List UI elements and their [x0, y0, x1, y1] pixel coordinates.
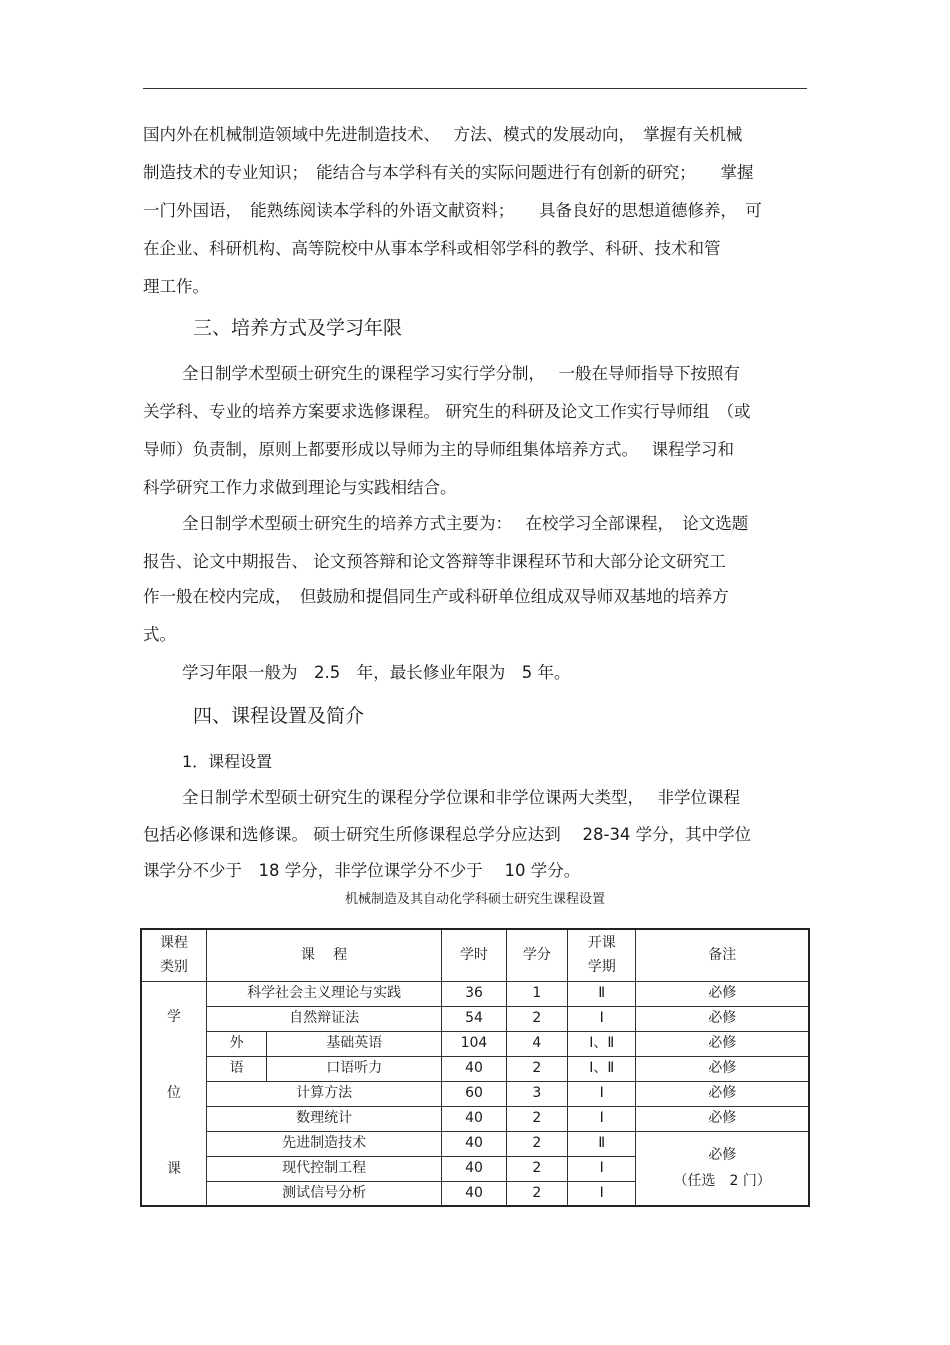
course-hours: 40	[442, 1131, 506, 1156]
course-credits: 2	[506, 1131, 567, 1156]
note-text: （任选 2 门）	[673, 1173, 771, 1190]
course-hours: 40	[442, 1181, 506, 1206]
header-notes: 备注	[636, 929, 809, 981]
category-char: 学	[166, 1009, 181, 1026]
course-hours: 40	[442, 1106, 506, 1131]
table-row	[141, 1081, 809, 1106]
body-line: 关学科、专业的培养方案要求选修课程。 研究生的科研及论文工作实行导师组 （或	[143, 402, 751, 421]
table-row	[141, 1056, 809, 1081]
course-name: 口语听力	[267, 1056, 442, 1081]
course-hours: 54	[442, 1006, 506, 1031]
course-term: Ⅰ	[568, 1181, 636, 1206]
table-row	[141, 1031, 809, 1056]
course-note: 必修	[636, 1081, 809, 1106]
course-name: 数理统计	[206, 1106, 441, 1131]
header-term	[568, 929, 636, 981]
course-hours: 60	[442, 1081, 506, 1106]
course-term: Ⅰ	[568, 1106, 636, 1131]
body-line: 作一般在校内完成， 但鼓励和提倡同生产或科研单位组成双导师双基地的培养方	[143, 587, 729, 606]
course-name: 计算方法	[206, 1081, 441, 1106]
table-row	[141, 1131, 809, 1156]
course-term: Ⅰ、Ⅱ	[568, 1056, 636, 1081]
subsection-heading: 1．课程设置	[182, 752, 273, 771]
course-credits: 2	[506, 1181, 567, 1206]
course-term: Ⅱ	[568, 981, 636, 1006]
body-line: 全日制学术型硕士研究生的课程分学位课和非学位课两大类型， 非学位课程	[182, 788, 740, 807]
header-category	[141, 929, 206, 981]
section-heading: 四、课程设置及简介	[193, 705, 365, 727]
foreign-lang-cell: 外	[206, 1031, 266, 1056]
course-credits: 3	[506, 1081, 567, 1106]
note-text: 必修	[708, 1147, 737, 1164]
course-hours: 36	[442, 981, 506, 1006]
course-term: Ⅰ	[568, 1006, 636, 1031]
header-credits: 学分	[506, 929, 567, 981]
course-hours: 40	[442, 1056, 506, 1081]
course-note: 必修	[636, 981, 809, 1006]
header-text: 学期	[587, 959, 616, 976]
body-line: 在企业、科研机构、高等院校中从事本学科或相邻学科的教学、科研、技术和管	[143, 239, 721, 258]
course-credits: 1	[506, 981, 567, 1006]
header-text: 开课	[587, 935, 616, 952]
course-name: 先进制造技术	[206, 1131, 441, 1156]
course-credits: 2	[506, 1156, 567, 1181]
course-term: Ⅰ、Ⅱ	[568, 1031, 636, 1056]
course-name: 科学社会主义理论与实践	[206, 981, 441, 1006]
category-char: 位	[166, 1085, 181, 1102]
foreign-lang-cell: 语	[206, 1056, 266, 1081]
header-rule	[143, 88, 807, 89]
section-heading: 三、培养方式及学习年限	[193, 317, 403, 339]
course-note: 必修	[636, 1006, 809, 1031]
body-line: 全日制学术型硕士研究生的课程学习实行学分制， 一般在导师指导下按照有	[182, 364, 740, 383]
course-credits: 2	[506, 1006, 567, 1031]
table-caption: 机械制造及其自动化学科硕士研究生课程设置	[344, 892, 605, 907]
body-line: 导师）负责制，原则上都要形成以导师为主的导师组集体培养方式。 课程学习和	[143, 440, 734, 459]
body-line: 制造技术的专业知识； 能结合与本学科有关的实际问题进行有创新的研究； 掌握	[143, 163, 754, 182]
course-term: Ⅰ	[568, 1156, 636, 1181]
course-hours: 40	[442, 1156, 506, 1181]
merged-note-cell	[636, 1131, 809, 1206]
body-line: 全日制学术型硕士研究生的培养方式主要为： 在校学习全部课程， 论文选题	[182, 514, 749, 533]
course-hours: 104	[442, 1031, 506, 1056]
course-note: 必修	[636, 1031, 809, 1056]
body-line: 理工作。	[143, 277, 209, 296]
table-row	[141, 981, 809, 1006]
course-name: 现代控制工程	[206, 1156, 441, 1181]
body-line: 包括必修课和选修课。 硕士研究生所修课程总学分应达到 28-34 学分，其中学位	[143, 825, 752, 844]
body-line: 科学研究工作力求做到理论与实践相结合。	[143, 478, 457, 497]
header-text: 类别	[159, 959, 188, 976]
header-hours: 学时	[442, 929, 506, 981]
category-cell	[141, 981, 206, 1206]
course-credits: 2	[506, 1106, 567, 1131]
body-line: 国内外在机械制造领域中先进制造技术、 方法、模式的发展动向， 掌握有关机械	[143, 125, 743, 144]
course-credits: 2	[506, 1056, 567, 1081]
course-note: 必修	[636, 1056, 809, 1081]
course-note: 必修	[636, 1106, 809, 1131]
course-table	[140, 928, 810, 1207]
body-line: 课学分不少于 18 学分，非学位课学分不少于 10 学分。	[143, 861, 581, 880]
table-row	[141, 1006, 809, 1031]
course-credits: 4	[506, 1031, 567, 1056]
table-header-row	[141, 929, 809, 981]
header-course: 课 程	[206, 929, 441, 981]
body-line: 一门外国语， 能熟练阅读本学科的外语文献资料； 具备良好的思想道德修养， 可	[143, 201, 762, 220]
table-row	[141, 1106, 809, 1131]
body-line: 学习年限一般为 2.5 年，最长修业年限为 5 年。	[182, 663, 571, 682]
body-line: 式。	[143, 625, 176, 644]
body-line: 报告、论文中期报告、 论文预答辩和论文答辩等非课程环节和大部分论文研究工	[143, 552, 726, 571]
header-text: 课程	[159, 935, 188, 952]
course-name: 测试信号分析	[206, 1181, 441, 1206]
course-name: 基础英语	[267, 1031, 442, 1056]
category-char: 课	[166, 1161, 181, 1178]
course-name: 自然辩证法	[206, 1006, 441, 1031]
course-term: Ⅰ	[568, 1081, 636, 1106]
course-term: Ⅱ	[568, 1131, 636, 1156]
